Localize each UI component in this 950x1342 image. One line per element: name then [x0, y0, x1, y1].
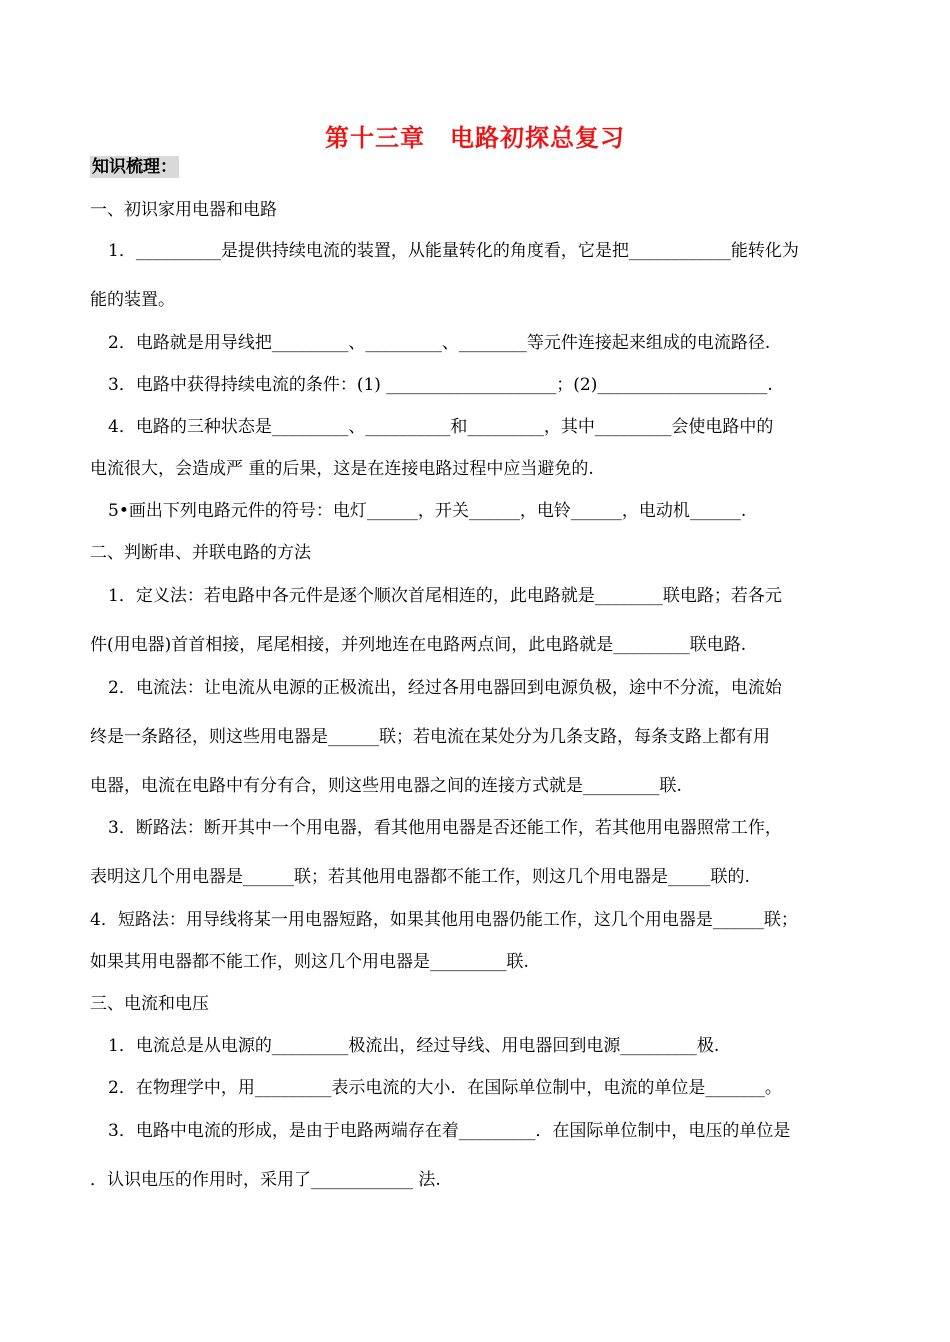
section-1-line-1: 1．__________是提供持续电流的装置，从能量转化的角度看，它是把____________能转化为	[108, 241, 799, 261]
section-1-line-2: 能的装置。	[90, 290, 175, 310]
section-1-line-5: 4．电路的三种状态是_________、__________和_________，其中_________会使电路中的	[108, 417, 774, 437]
section-1-line-6: 电流很大，会造成严 重的后果，这是在连接电路过程中应当避免的.	[90, 459, 594, 479]
section-2-line-4: 终是一条路径，则这些用电器是______联；若电流在某处分为几条支路，每条支路上都有用	[90, 727, 770, 747]
page-title: 第十三章 电路初探总复习	[325, 123, 625, 152]
section-3-line-2: 2．在物理学中，用_________表示电流的大小．在国际单位制中，电流的单位是_______。	[108, 1078, 782, 1098]
section-1-line-7: 5•画出下列电路元件的符号：电灯______，开关______，电铃______，电动机______.	[108, 501, 747, 521]
section-1-line-4: 3．电路中获得持续电流的条件：(1) ____________________；(2)____________________.	[108, 375, 773, 395]
section-2-line-1: 1．定义法：若电路中各元件是逐个顺次首尾相连的，此电路就是________联电路；若各元	[108, 586, 782, 606]
section-2-line-6: 3．断路法：断开其中一个用电器，看其他用电器是否还能工作，若其他用电器照常工作，	[108, 818, 782, 838]
section-1-heading: 一、初识家用电器和电路	[90, 200, 277, 220]
section-2-line-5: 电器，电流在电路中有分有合，则这些用电器之间的连接方式就是_________联.	[90, 776, 682, 796]
section-2-line-3: 2．电流法：让电流从电源的正极流出，经过各用电器回到电源负极，途中不分流，电流始	[108, 678, 782, 698]
subtitle-text: 知识梳理：	[92, 157, 177, 177]
section-3-line-1: 1．电流总是从电源的_________极流出，经过导线、用电器回到电源_________极.	[108, 1036, 720, 1056]
section-1-line-3: 2．电路就是用导线把_________、_________、________等元件连接起来组成的电流路径.	[108, 333, 771, 353]
section-2-line-9: 如果其用电器都不能工作，则这几个用电器是_________联.	[90, 952, 529, 972]
subtitle	[90, 157, 179, 177]
section-2-heading: 二、判断串、并联电路的方法	[90, 543, 311, 563]
section-3-line-4: ．认识电压的作用时，采用了____________ 法.	[90, 1170, 441, 1190]
section-3-heading: 三、电流和电压	[90, 994, 209, 1014]
section-3-line-3: 3．电路中电流的形成，是由于电路两端存在着_________．在国际单位制中，电压的单位是	[108, 1121, 791, 1141]
section-2-line-7: 表明这几个用电器是______联；若其他用电器都不能工作，则这几个用电器是_____联的.	[90, 867, 750, 887]
section-2-line-2: 件(用电器)首首相接，尾尾相接，并列地连在电路两点间，此电路就是_________联电路.	[90, 635, 747, 655]
section-2-line-8: 4．短路法：用导线将某一用电器短路，如果其他用电器仍能工作，这几个用电器是______联；	[90, 910, 798, 930]
